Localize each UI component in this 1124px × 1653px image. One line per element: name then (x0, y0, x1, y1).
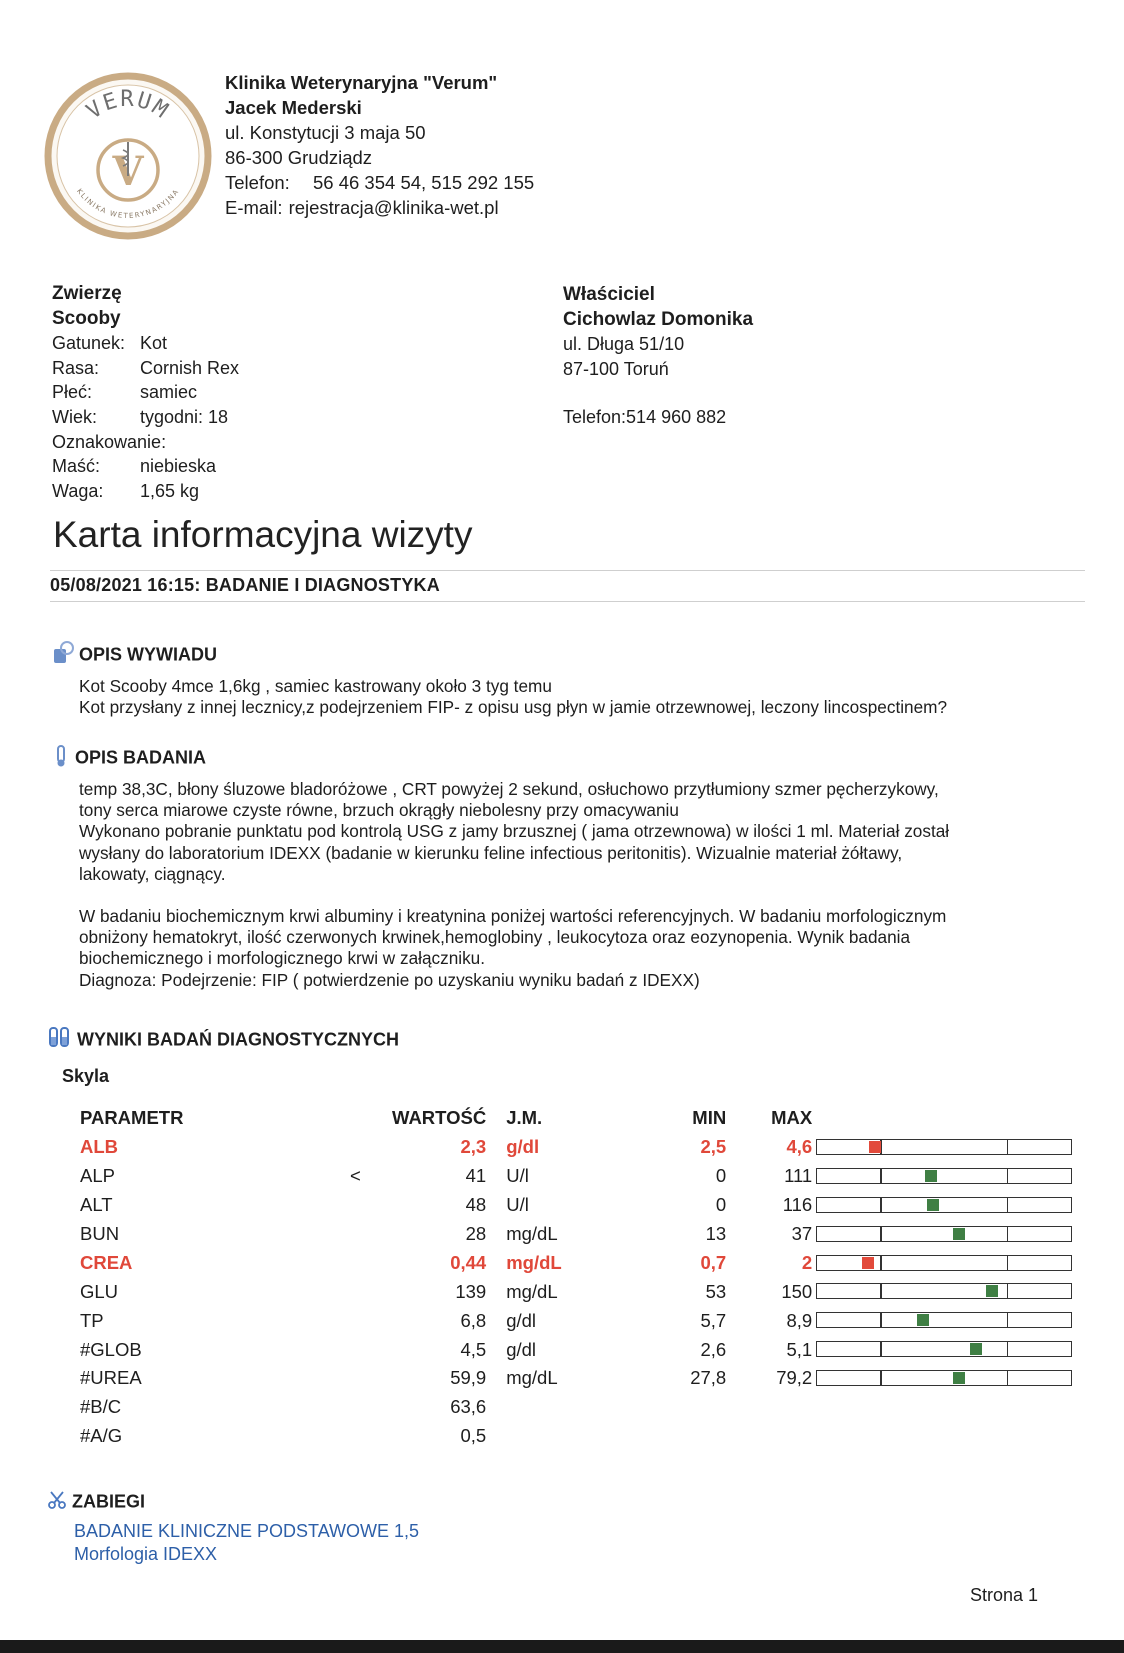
range-bar (816, 1255, 1072, 1271)
interview-text (79, 676, 947, 718)
param-cell: #B/C (80, 1396, 122, 1418)
value-cell: 139 (455, 1280, 487, 1302)
results-header (48, 1026, 399, 1055)
unit-cell: mg/dL (506, 1223, 558, 1244)
value-cell: 41 (465, 1165, 487, 1187)
range-tick (880, 1313, 882, 1327)
range-tick (1007, 1198, 1009, 1212)
flag-cell (290, 1422, 392, 1451)
results-title: WYNIKI BADAŃ DIAGNOSTYCZNYCH (77, 1029, 400, 1050)
owner-street: ul. Długa 51/10 (563, 334, 685, 355)
range-tick (880, 1256, 882, 1270)
range-tick (1007, 1140, 1009, 1154)
clipboard-icon (52, 641, 74, 670)
max-cell: 37 (791, 1223, 813, 1244)
exam-line: temp 38,3C, błony śluzowe bladoróżowe , CRT powyżej 2 sekund, osłuchowo przytłumiony szmer pęcherzykowy, (79, 779, 939, 799)
unit-cell: g/dl (506, 1338, 537, 1360)
table-row (80, 1306, 812, 1335)
clinic-doctor: Jacek Mederski (225, 97, 362, 118)
table-row (80, 1248, 812, 1277)
param-cell: TP (80, 1309, 104, 1331)
max-cell: 8,9 (786, 1309, 813, 1331)
value-cell: 0,44 (450, 1251, 487, 1273)
flag-cell (290, 1220, 392, 1249)
owner-name: Cichowlaz Domonika (563, 308, 754, 330)
flag-cell: < (350, 1165, 361, 1187)
col-value: WARTOŚĆ (392, 1107, 487, 1129)
range-tick (1007, 1256, 1009, 1270)
max-cell: 4,6 (786, 1136, 813, 1158)
exam-line: W badaniu biochemicznym krwi albuminy i kreatynina poniżej wartości referencyjnych. W badaniu morfologicznym (79, 906, 947, 927)
unit-cell: mg/dL (506, 1367, 558, 1389)
unit-cell: U/l (506, 1194, 529, 1216)
param-cell: GLU (80, 1280, 119, 1302)
param-cell: ALB (80, 1136, 119, 1158)
flag-cell (290, 1306, 392, 1335)
col-param: PARAMETR (80, 1107, 184, 1129)
table-row (80, 1191, 812, 1220)
min-cell (626, 1422, 726, 1451)
owner-phone-label: Telefon: (563, 407, 627, 428)
min-cell (626, 1393, 726, 1422)
min-cell: 0 (715, 1194, 727, 1216)
range-bar (816, 1168, 1072, 1184)
range-marker-low (869, 1141, 881, 1153)
unit-cell: g/dl (506, 1309, 537, 1331)
range-bar (816, 1283, 1072, 1299)
value-cell: 28 (465, 1223, 487, 1244)
clinic-phone: 56 46 354 54, 515 292 155 (313, 172, 535, 193)
range-marker-normal (927, 1199, 939, 1211)
thermometer-icon (52, 744, 70, 773)
visit-heading: 05/08/2021 16:15: BADANIE I DIAGNOSTYKA (50, 575, 440, 595)
value-cell: 48 (465, 1194, 487, 1216)
divider-top (50, 570, 1085, 571)
range-bar (816, 1341, 1072, 1357)
col-max: MAX (771, 1107, 813, 1129)
table-row (80, 1220, 812, 1249)
max-cell: 5,1 (786, 1338, 813, 1360)
procedure-item: Morfologia IDEXX (74, 1544, 218, 1564)
clinic-logo (44, 72, 212, 240)
owner-section (563, 283, 753, 430)
value-cell: 59,9 (450, 1367, 487, 1389)
range-tick (880, 1169, 882, 1183)
range-bar (816, 1197, 1072, 1213)
range-marker-normal (917, 1314, 929, 1326)
clinic-name: Klinika Weterynaryjna "Verum" (225, 72, 498, 93)
range-marker-low (862, 1257, 874, 1269)
pet-field-marking: Oznakowanie: (52, 431, 167, 452)
range-tick (880, 1371, 882, 1385)
max-cell: 79,2 (776, 1367, 813, 1389)
interview-title: OPIS WYWIADU (79, 644, 218, 665)
pet-name: Scooby (52, 307, 121, 329)
pet-section (52, 282, 239, 503)
value-cell: 4,5 (460, 1338, 487, 1360)
table-header-row (80, 1104, 812, 1133)
max-cell (726, 1393, 812, 1422)
min-cell: 2,5 (700, 1136, 727, 1158)
clinic-info (225, 70, 534, 220)
clinic-street: ul. Konstytucji 3 maja 50 (225, 122, 426, 143)
pet-field-age: Wiek: tygodni: 18 (52, 406, 229, 427)
param-cell: #GLOB (80, 1338, 142, 1360)
exam-header (52, 744, 206, 773)
clinic-email[interactable]: rejestracja@klinika-wet.pl (288, 197, 499, 218)
max-cell (726, 1422, 812, 1451)
param-cell: #UREA (80, 1367, 142, 1389)
min-cell: 5,7 (700, 1309, 727, 1331)
exam-line: lakowaty, ciągnący. (79, 863, 226, 884)
procedures-title: ZABIEGI (72, 1491, 146, 1512)
unit-cell: g/dl (506, 1136, 540, 1158)
flag-cell (290, 1133, 392, 1162)
range-tick (1007, 1371, 1009, 1385)
param-cell: ALP (80, 1165, 115, 1187)
value-cell: 6,8 (460, 1309, 487, 1331)
range-bar (816, 1139, 1072, 1155)
table-row (80, 1133, 812, 1162)
range-tick (1007, 1284, 1009, 1298)
range-tick (880, 1227, 882, 1241)
col-min: MIN (692, 1107, 727, 1129)
range-tick (1007, 1227, 1009, 1241)
max-cell: 116 (782, 1194, 813, 1216)
exam-line: wysłany do laboratorium IDEXX (badanie w kierunku feline infectious peritonitis). Wizualnie materiał żółtawy, (79, 842, 903, 863)
param-cell: CREA (80, 1251, 133, 1273)
results-table (80, 1104, 812, 1451)
exam-diagnosis: Diagnoza: Podejrzenie: FIP ( potwierdzenie po uzyskaniu wyniku badań z IDEXX) (79, 969, 700, 990)
interview-line: Kot przysłany z innej lecznicy,z podejrzeniem FIP- z opisu usg płyn w jamie otrzewnowej, leczony lincospectinem? (79, 697, 948, 718)
range-tick (880, 1198, 882, 1212)
divider-bottom (50, 601, 1085, 602)
range-tick (880, 1284, 882, 1298)
param-cell: BUN (80, 1223, 120, 1244)
page-number: Strona 1 (970, 1585, 1039, 1605)
range-marker-normal (970, 1343, 982, 1355)
min-cell: 0 (715, 1165, 727, 1187)
min-cell: 53 (705, 1280, 727, 1302)
clinic-email-label: E-mail: (225, 197, 283, 218)
unit-cell (486, 1393, 626, 1422)
table-row (80, 1277, 812, 1306)
min-cell: 2,6 (700, 1338, 727, 1360)
param-cell: ALT (80, 1194, 113, 1216)
results-table-wrap (80, 1104, 812, 1451)
exam-line: biochemicznego i morfologicznego krwi w załączniku. (79, 948, 485, 969)
flag-cell (290, 1364, 392, 1393)
unit-cell (486, 1422, 626, 1451)
flag-cell (290, 1248, 392, 1277)
range-bar (816, 1312, 1072, 1328)
exam-text (79, 779, 949, 991)
owner-section-title: Właściciel (563, 284, 655, 305)
exam-line: tony serca miarowe czyste równe, brzuch okrągły niebolesny przy omacywaniu (79, 800, 679, 821)
table-row (80, 1335, 812, 1364)
exam-line: Wykonano pobranie punktatu pod kontrolą USG z jamy brzusznej ( jama otrzewnowa) w ilości 1 ml. Materiał został (79, 821, 950, 842)
flag-cell (290, 1335, 392, 1364)
pet-field-weight: Waga: 1,65 kg (52, 480, 200, 501)
interview-header (52, 641, 217, 670)
logo-ring-text: KLINIKA WETERYNARYJNA (75, 187, 181, 221)
min-cell: 27,8 (690, 1367, 727, 1389)
range-marker-normal (953, 1228, 965, 1240)
document-title: Karta informacyjna wizyty (53, 514, 473, 555)
range-bar (816, 1370, 1072, 1386)
pet-section-title: Zwierzę (52, 283, 122, 304)
unit-cell: mg/dL (506, 1280, 558, 1302)
device-name: Skyla (62, 1066, 110, 1086)
unit-cell: U/l (506, 1165, 529, 1187)
table-row (80, 1422, 812, 1451)
owner-phone: 514 960 882 (626, 407, 727, 428)
procedures-header (47, 1490, 145, 1515)
pet-field-sex: Płeć: samiec (52, 382, 198, 403)
exam-title: OPIS BADANIA (75, 747, 207, 768)
clinic-city: 86-300 Grudziądz (225, 147, 373, 168)
max-cell: 2 (801, 1251, 813, 1273)
pet-field-color: Maść: niebieska (52, 456, 217, 477)
flag-cell (290, 1191, 392, 1220)
range-marker-normal (925, 1170, 937, 1182)
test-tubes-icon (48, 1026, 72, 1055)
logo-text: VERUM (82, 87, 174, 125)
bottom-edge (0, 1640, 1124, 1653)
interview-line: Kot Scooby 4mce 1,6kg , samiec kastrowany około 3 tyg temu (79, 676, 552, 696)
scissors-icon (47, 1490, 67, 1515)
owner-city: 87-100 Toruń (563, 358, 669, 379)
param-cell: #A/G (80, 1425, 123, 1447)
max-cell: 150 (781, 1280, 813, 1302)
table-row (80, 1393, 812, 1422)
value-cell: 63,6 (450, 1396, 487, 1418)
range-tick (880, 1342, 882, 1356)
unit-cell: mg/dL (506, 1251, 562, 1273)
procedure-item: BADANIE KLINICZNE PODSTAWOWE 1,5 (74, 1521, 420, 1541)
range-tick (1007, 1169, 1009, 1183)
value-cell: 2,3 (460, 1136, 487, 1158)
min-cell: 0,7 (700, 1251, 727, 1273)
exam-line: obniżony hematokryt, ilość czerwonych krwinek,hemoglobiny , leukocytoza oraz eozynopenia. Wynik badania (79, 927, 911, 948)
min-cell: 13 (705, 1223, 727, 1244)
range-tick (1007, 1313, 1009, 1327)
clinic-phone-label: Telefon: (225, 172, 290, 193)
flag-cell (290, 1393, 392, 1422)
pet-field-breed: Rasa: Cornish Rex (52, 357, 240, 378)
max-cell: 111 (784, 1165, 813, 1187)
range-bar (816, 1226, 1072, 1242)
range-marker-normal (953, 1372, 965, 1384)
value-cell: 0,5 (460, 1425, 487, 1447)
logo-letter: V (112, 148, 144, 195)
table-row (80, 1364, 812, 1393)
range-tick (1007, 1342, 1009, 1356)
pet-field-species: Gatunek: Kot (52, 333, 168, 354)
range-marker-normal (986, 1285, 998, 1297)
table-row (80, 1162, 812, 1191)
flag-cell (290, 1277, 392, 1306)
col-unit: J.M. (506, 1107, 543, 1129)
procedures-list (74, 1520, 419, 1566)
